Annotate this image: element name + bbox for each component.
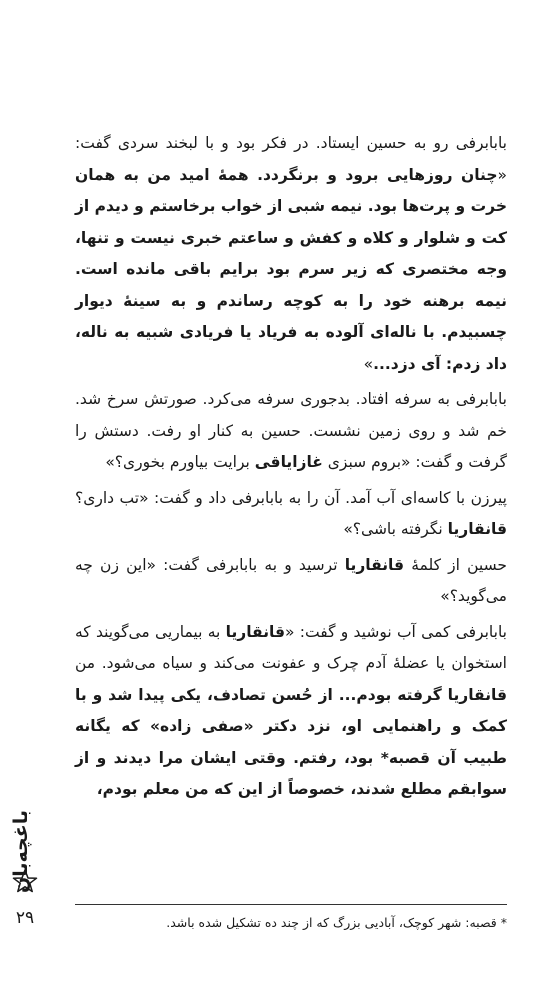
text-run: » [363, 354, 374, 373]
paragraph [75, 128, 507, 380]
text-run: بابابرفی کمی آب نوشید و گفت: « [285, 622, 507, 641]
bold-text-run: قانقاریا [225, 622, 285, 641]
bold-text-run: قانقاریا [344, 555, 405, 574]
footnote-divider [75, 904, 507, 905]
paragraph [75, 483, 507, 546]
text-run: برایت بیاورم بخوری؟» [105, 453, 255, 471]
text-run: پیرزن با کاسه‌ای آب آمد. آن را به بابابرفی داد و گفت: «تب داری؟ [75, 488, 507, 507]
star-outline-icon [12, 868, 38, 894]
footnote: * قصبه: شهر کوچک، آبادیی بزرگ که از چند ده تشکیل شده باشد. [166, 915, 507, 930]
body-text [75, 128, 507, 810]
text-run: بابابرفی رو به حسین ایستاد. در فکر بود و با لبخند سردی گفت: « [75, 134, 507, 184]
text-run: به بیماریی می‌گویند که استخوان یا عضلهٔ آدم چرک و عفونت می‌کند و سیاه می‌شود. من [75, 622, 507, 672]
bold-text-run: قانقاریا [447, 520, 507, 538]
text-run: ترسید و به بابابرفی گفت: «این زن چه می‌گوید؟» [75, 555, 507, 605]
paragraph [75, 617, 507, 806]
paragraph [75, 550, 507, 613]
text-run: نگرفته باشی؟» [343, 520, 448, 538]
text-run: بابابرفی به سرفه افتاد. بدجوری سرفه می‌کرد. صورتش سرخ شد. خم شد و روی زمین نشست. حسین به کنار او رفت. دستش را گرفت و گفت: «بروم سبزی [75, 390, 507, 471]
bold-text-run: چنان روزهایی برود و برنگردد. همهٔ امید من به همان خرت و پرت‌ها بود. نیمه شبی از خواب برخاستم و دیدم از کت و شلوار و کلاه و کفش و ساعتم خبری نیست و تنها، وجه مختصری که زیر سرم بود برایم باقی مانده است. نیمه برهنه خود را به کوچه رساندم و به سینهٔ دیوار چسبیدم. با ناله‌ای آلوده به فریاد یا فریادی شبیه به ناله، داد زدم: آی دزد... [75, 165, 507, 373]
text-run: حسین از کلمهٔ [404, 555, 507, 574]
paragraph [75, 384, 507, 479]
bold-text-run: قانقاریا گرفته بودم... از حُسن تصادف، یکی پیدا شد و با کمک و راهنمایی او، نزد دکتر «صفی زاده» که یگانه طبیب آن قصبه* بود، رفتم. وقتی ایشان مرا دیدند و از سوابقم مطلع شدند، خصوصاً از این که من معلم بودم، [75, 685, 507, 798]
bold-text-run: غازایاقی [254, 453, 323, 471]
page-number: ۲۹ [15, 908, 35, 928]
running-title: باغچه‌بان [10, 810, 32, 893]
